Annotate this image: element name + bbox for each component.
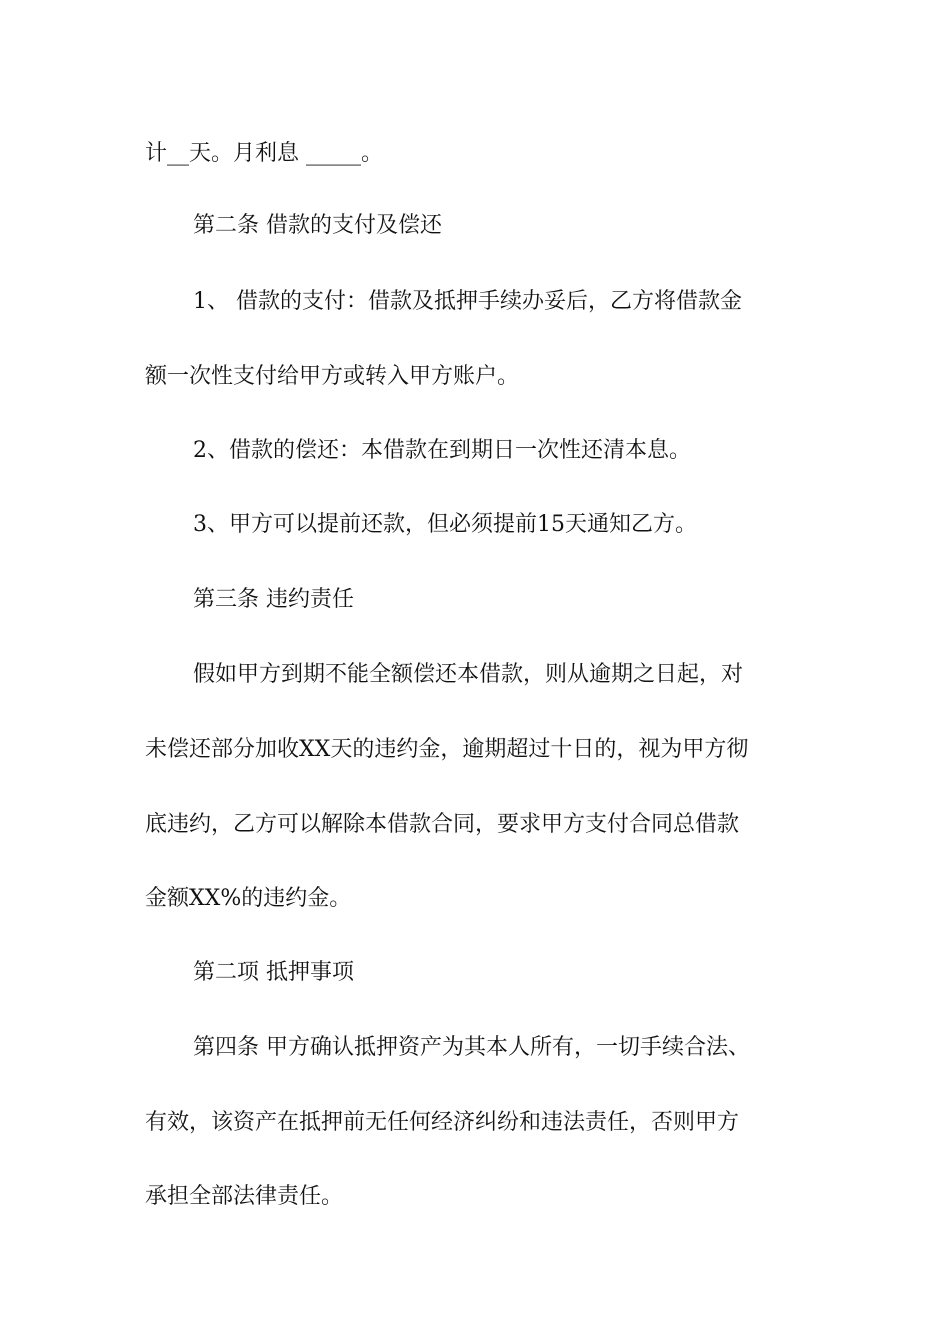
text-line-9: 未偿还部分加收XX天的违约金，逾期超过十日的，视为甲方彻 [145, 737, 749, 762]
text-line-6: 3、甲方可以提前还款，但必须提前15天通知乙方。 [193, 512, 697, 537]
text-line-10: 底违约，乙方可以解除本借款合同，要求甲方支付合同总借款 [145, 812, 740, 837]
text-line-5: 2、借款的偿还：本借款在到期日一次性还清本息。 [193, 438, 691, 463]
text-line-15: 承担全部法律责任。 [145, 1184, 344, 1209]
section-heading-item-2: 第二项 抵押事项 [193, 960, 354, 985]
section-heading-article-3: 第三条 违约责任 [193, 587, 354, 612]
text-line-1: 计__天。月利息 _____。 [145, 141, 383, 166]
text-line-14: 有效，该资产在抵押前无任何经济纠纷和违法责任，否则甲方 [145, 1110, 740, 1135]
text-line-4: 额一次性支付给甲方或转入甲方账户。 [145, 364, 520, 389]
text-line-13: 第四条 甲方确认抵押资产为其本人所有，一切手续合法、 [193, 1035, 750, 1060]
section-heading-article-2: 第二条 借款的支付及偿还 [193, 213, 442, 238]
text-line-8: 假如甲方到期不能全额偿还本借款，则从逾期之日起，对 [193, 662, 744, 687]
text-line-3: 1、 借款的支付：借款及抵押手续办妥后，乙方将借款金 [193, 289, 742, 314]
text-line-11: 金额XX%的违约金。 [145, 886, 352, 911]
